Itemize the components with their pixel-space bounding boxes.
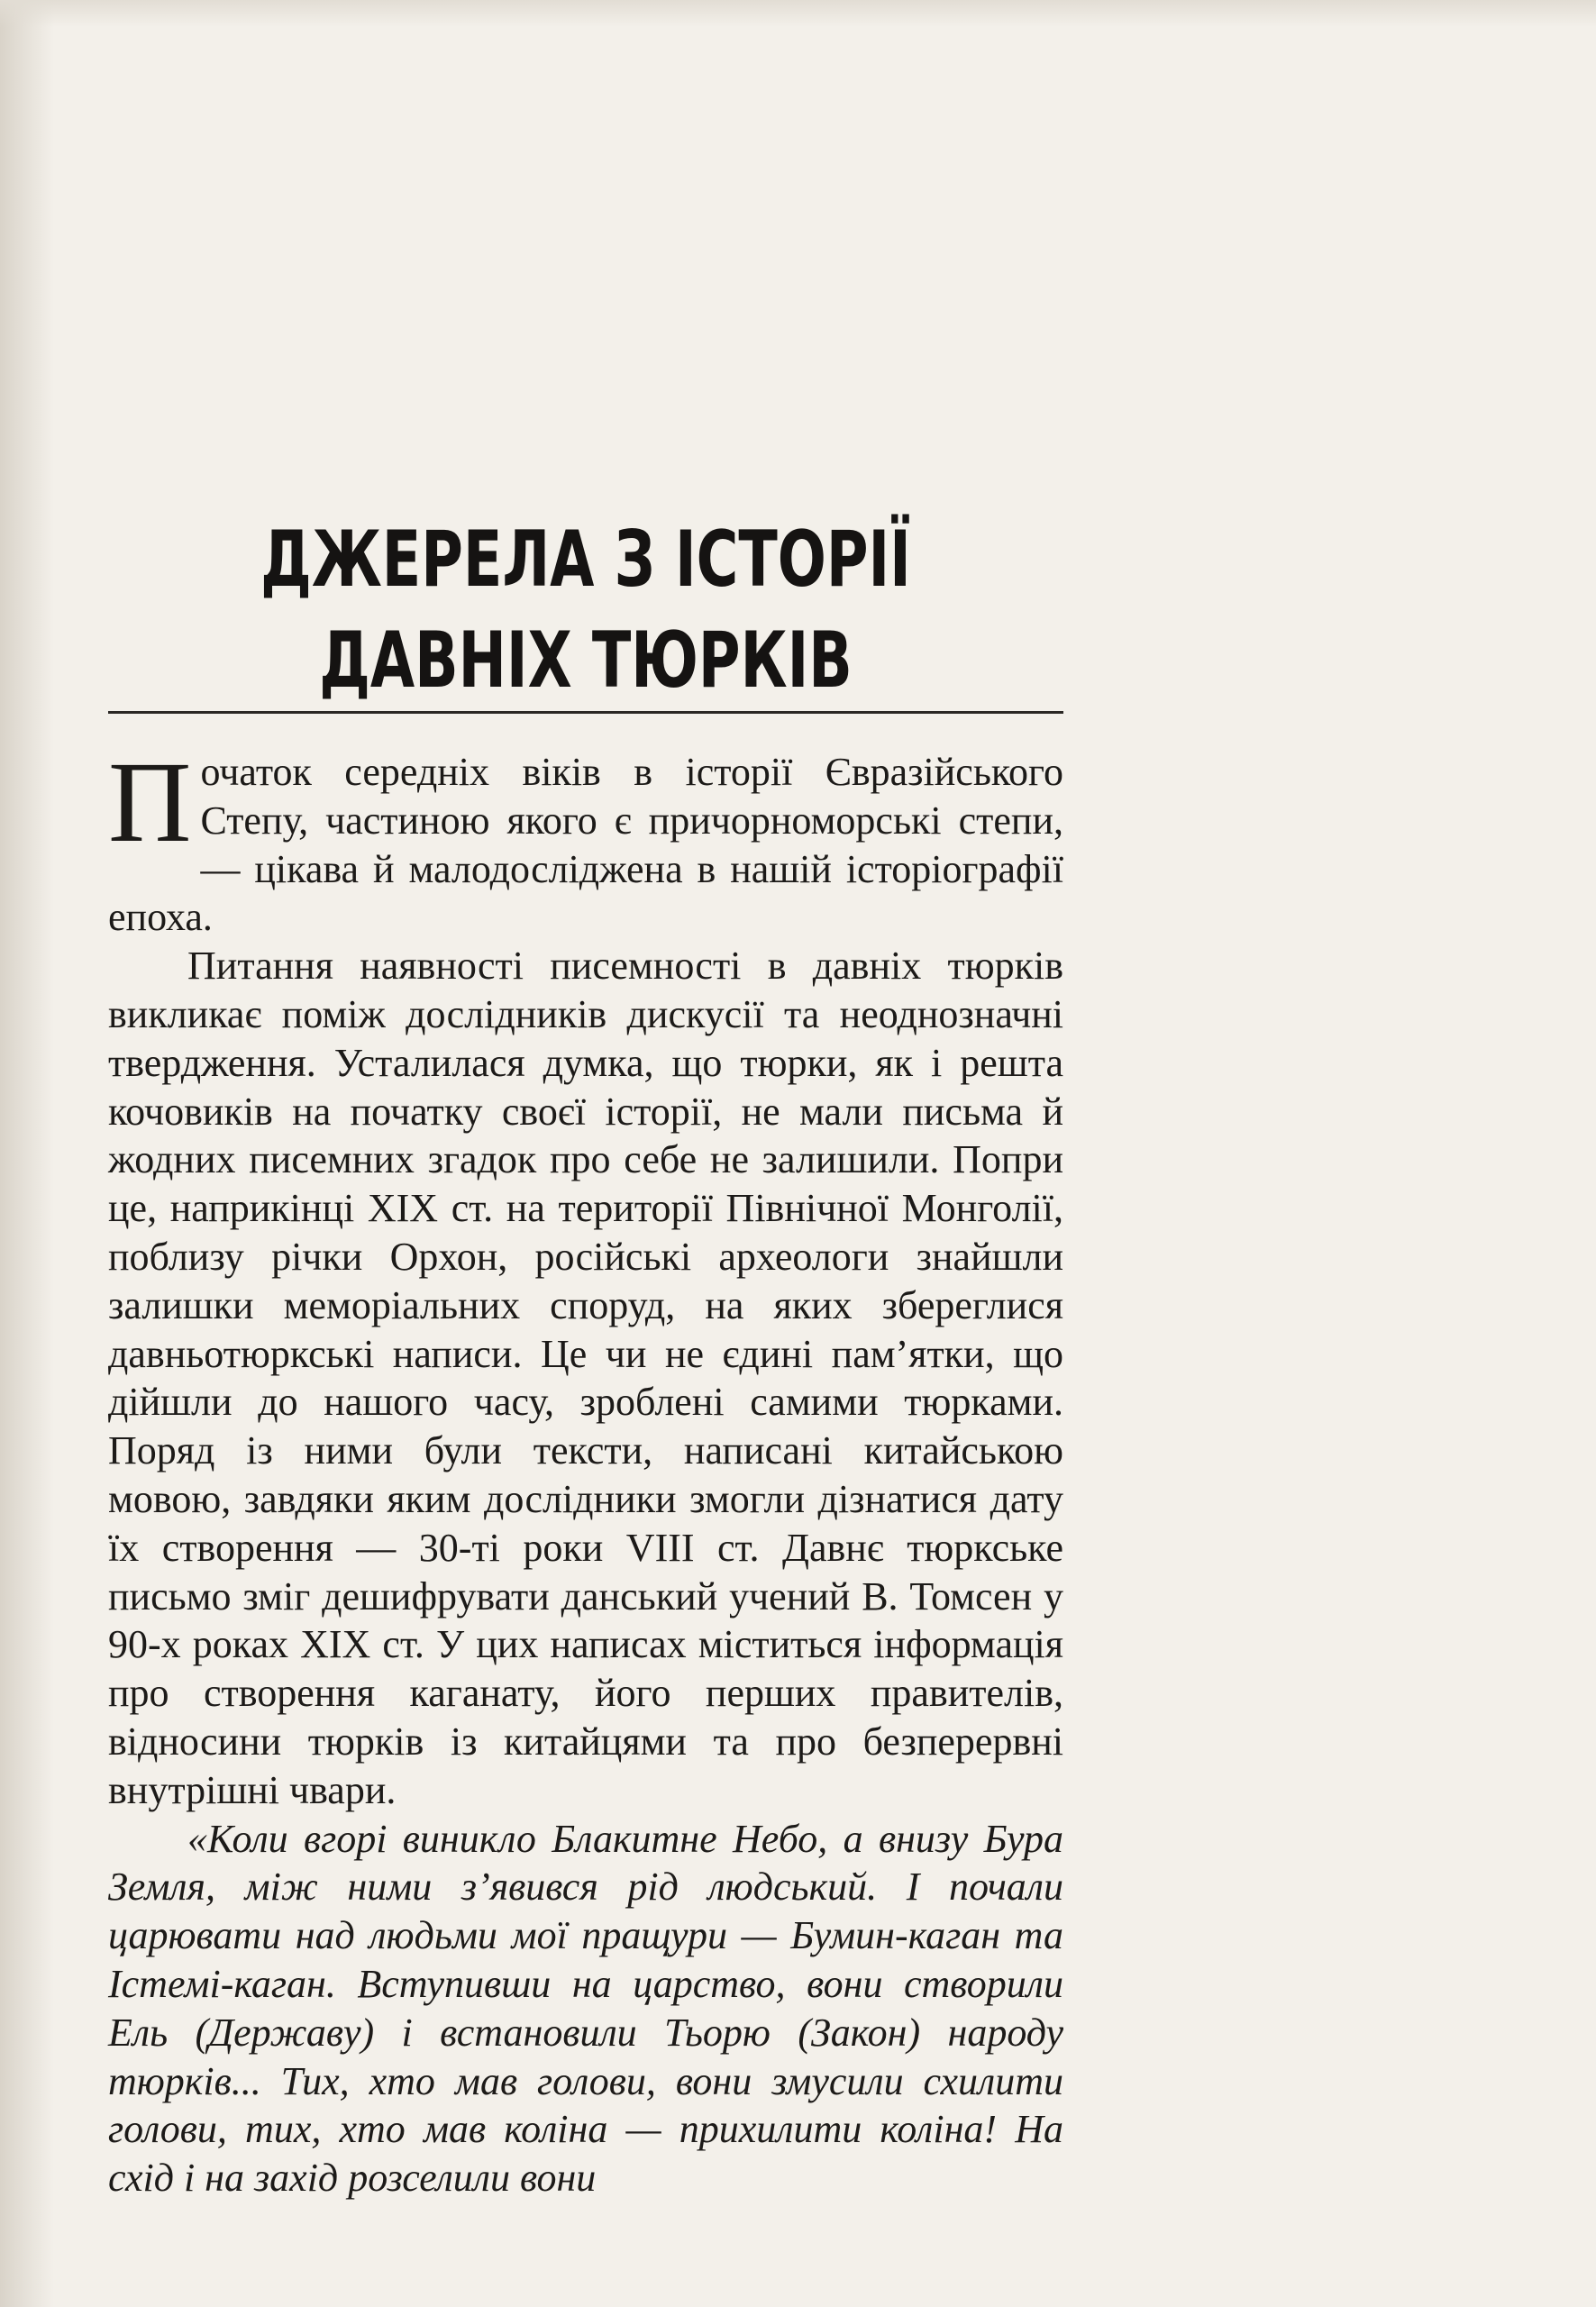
heading-divider [108, 711, 1063, 714]
intro-paragraph-text: очаток середніх віків в історії Євразійського Степу, частиною якого є причорноморські степи, — цікава й малодосліджена в нашій історіографії епоха. [108, 750, 1063, 940]
article-body [108, 738, 1063, 2202]
chapter-heading-line-1: ДЖЕРЕЛА З ІСТОРІЇ [260, 515, 911, 605]
quotation-paragraph: «Коли вгорі виникло Блакитне Небо, а внизу Бура Земля, між ними з’явився рід людський. І почали царювати над людьми мої пращури — Бумин-каган та Істемі-каган. Вступивши на царство, вони створили Ель (Державу) і встановили Тьорю (Закон) народу тюрків... Тих, хто мав голови, вони змусили схилити голови, тих, хто мав коліна — прихилити коліна! На схід і на захід розселили вони [108, 1816, 1063, 2201]
chapter-heading-line-2: ДАВНІХ ТЮРКІВ [319, 616, 853, 706]
body-paragraph: Питання наявності писемності в давніх тюрків викликає поміж дослідників дискусії та неоднозначні твердження. Усталилася думка, що тюрки, як і решта кочовиків на початку своєї історії, не мали письма й жодних писемних згадок про себе не залишили. Попри це, наприкінці XIX ст. на території Північної Монголії, поблизу річки Орхон, російські археологи знайшли залишки меморіальних споруд, на яких збереглися давньотюркські написи. Це чи не єдині пам’ятки, що дійшли до нашого часу, зроблені самими тюрками. Поряд із ними були тексти, написані китайською мовою, завдяки яким дослідники змогли дізнатися дату їх створення — 30-ті роки VIII ст. Давнє тюркське письмо зміг дешифрувати данський учений В. Томсен у 90-х роках XIX ст. У цих написах міститься інформація про створення каганату, його перших правителів, відносини тюрків із китайцями та про безперервні внутрішні чвари. [108, 944, 1063, 1812]
intro-paragraph [108, 738, 1063, 942]
chapter-heading [233, 509, 939, 711]
page-edge-shadow [0, 0, 54, 2307]
page-top-shadow [0, 0, 1596, 27]
drop-cap: П [108, 738, 192, 866]
